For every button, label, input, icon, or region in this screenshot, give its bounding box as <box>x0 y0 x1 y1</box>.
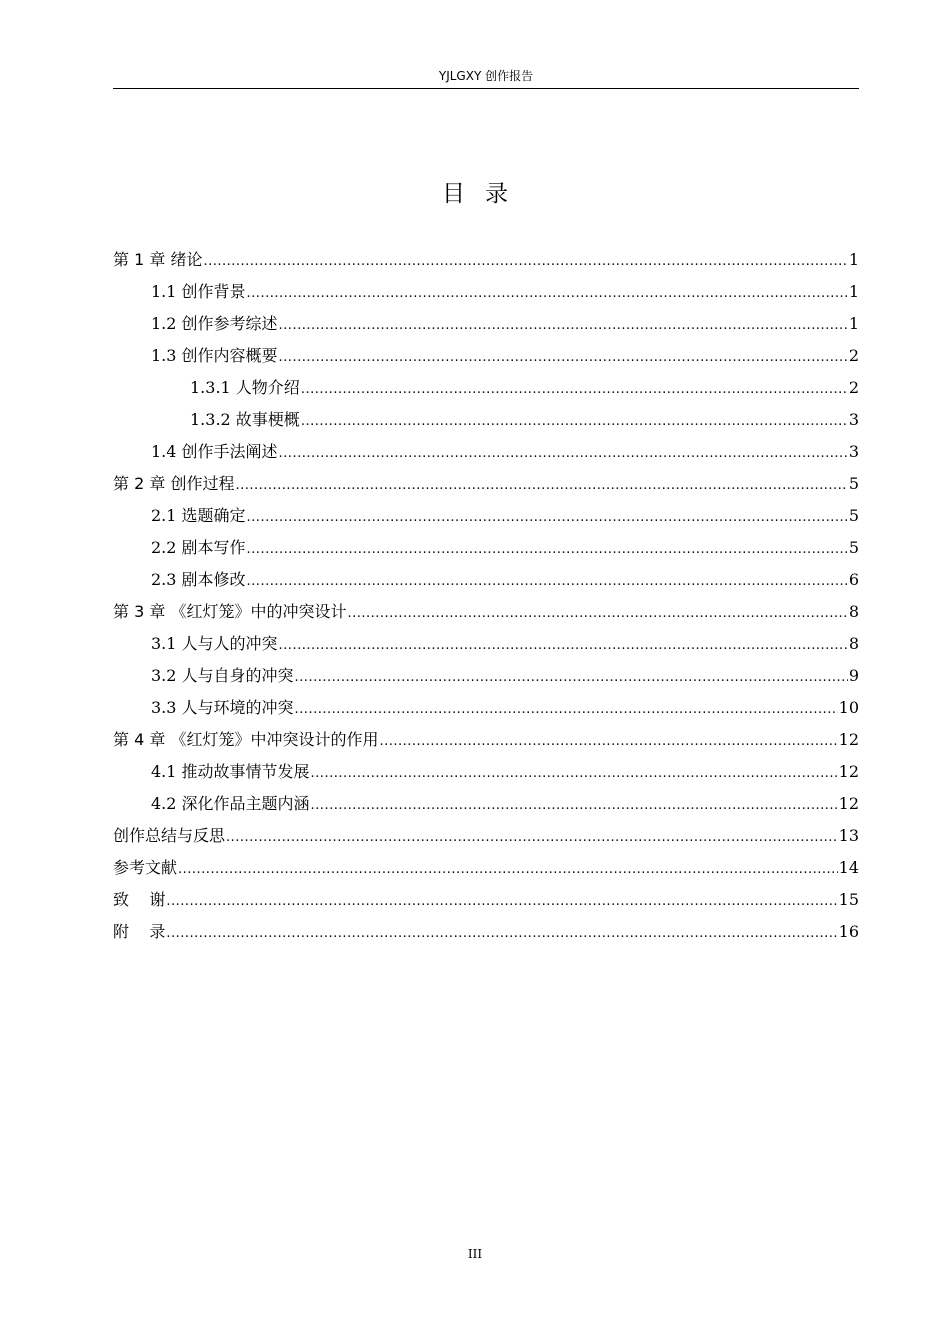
toc-entry-label: 2.1 选题确定 <box>151 506 246 525</box>
toc-leader <box>178 854 838 886</box>
toc-entry-page: 3 <box>848 410 859 429</box>
toc-entry-label: 第 1 章 绪论 <box>113 250 203 269</box>
toc-entry[interactable] <box>113 596 859 628</box>
toc-entry-label: 4.1 推动故事情节发展 <box>151 762 310 781</box>
toc-entry-label: 创作总结与反思 <box>113 826 226 845</box>
toc-leader <box>247 502 848 534</box>
toc-leader <box>301 374 848 406</box>
toc-entry[interactable] <box>113 276 859 308</box>
toc-entry[interactable] <box>113 692 859 724</box>
header-title: YJLGXY 创作报告 <box>438 69 534 83</box>
toc-entry-page: 2 <box>848 378 859 397</box>
toc-entry[interactable] <box>113 308 859 340</box>
toc-entry-label: 附 录 <box>113 922 166 941</box>
toc-entry[interactable] <box>113 788 859 820</box>
toc-entry-page: 8 <box>848 602 859 621</box>
toc-entry-label: 3.3 人与环境的冲突 <box>151 698 294 717</box>
toc-leader <box>279 438 848 470</box>
toc-entry-page: 16 <box>838 922 859 941</box>
toc-leader <box>347 598 847 630</box>
toc-entry[interactable] <box>113 916 859 948</box>
toc-entry-page: 8 <box>848 634 859 653</box>
page-footer <box>0 1247 950 1261</box>
toc-entry-page: 5 <box>848 474 859 493</box>
toc-entry[interactable] <box>113 436 859 468</box>
table-of-contents <box>113 244 859 948</box>
toc-entry-page: 1 <box>848 250 859 269</box>
toc-entry-page: 9 <box>848 666 859 685</box>
toc-entry[interactable] <box>113 532 859 564</box>
toc-entry-label: 4.2 深化作品主题内涵 <box>151 794 310 813</box>
toc-entry[interactable] <box>113 468 859 500</box>
toc-entry-page: 10 <box>838 698 859 717</box>
toc-leader <box>311 790 838 822</box>
toc-entry[interactable] <box>113 852 859 884</box>
toc-entry[interactable] <box>113 884 859 916</box>
toc-leader <box>311 758 838 790</box>
toc-leader <box>279 310 848 342</box>
toc-entry-label: 3.2 人与自身的冲突 <box>151 666 294 685</box>
toc-entry-page: 12 <box>838 730 859 749</box>
toc-leader <box>295 662 848 694</box>
toc-leader <box>301 406 848 438</box>
toc-entry-label: 1.1 创作背景 <box>151 282 246 301</box>
toc-entry-label: 1.3.1 人物介绍 <box>190 378 300 397</box>
toc-leader <box>279 342 848 374</box>
toc-entry[interactable] <box>113 660 859 692</box>
page-number: III <box>467 1247 483 1261</box>
toc-leader <box>166 918 837 950</box>
toc-entry-page: 12 <box>838 762 859 781</box>
toc-leader <box>235 470 847 502</box>
toc-entry-page: 1 <box>848 282 859 301</box>
toc-entry-page: 13 <box>838 826 859 845</box>
toc-entry[interactable] <box>113 820 859 852</box>
toc-leader <box>166 886 837 918</box>
toc-entry-label: 第 2 章 创作过程 <box>113 474 235 493</box>
toc-entry[interactable] <box>113 500 859 532</box>
toc-entry-label: 1.4 创作手法阐述 <box>151 442 278 461</box>
toc-entry-page: 1 <box>848 314 859 333</box>
toc-entry-label: 1.3.2 故事梗概 <box>190 410 300 429</box>
toc-entry[interactable] <box>113 340 859 372</box>
toc-leader <box>226 822 838 854</box>
toc-entry-label: 3.1 人与人的冲突 <box>151 634 278 653</box>
toc-entry-page: 14 <box>838 858 859 877</box>
toc-entry-page: 6 <box>848 570 859 589</box>
toc-leader <box>295 694 838 726</box>
toc-leader <box>247 566 848 598</box>
toc-entry[interactable] <box>113 564 859 596</box>
toc-entry-label: 2.3 剧本修改 <box>151 570 246 589</box>
toc-entry[interactable] <box>113 628 859 660</box>
toc-entry-label: 第 3 章 《红灯笼》中的冲突设计 <box>113 602 347 621</box>
toc-title: 目录 <box>442 181 528 207</box>
toc-entry-label: 参考文献 <box>113 858 178 877</box>
toc-leader <box>247 534 848 566</box>
toc-entry-page: 15 <box>838 890 859 909</box>
toc-entry-label: 致 谢 <box>113 890 166 909</box>
toc-leader <box>279 630 848 662</box>
toc-entry[interactable] <box>113 404 859 436</box>
toc-entry-page: 2 <box>848 346 859 365</box>
toc-entry-label: 2.2 剧本写作 <box>151 538 246 557</box>
toc-leader <box>247 278 848 310</box>
toc-entry[interactable] <box>113 244 859 276</box>
toc-leader <box>203 246 847 278</box>
toc-entry-page: 12 <box>838 794 859 813</box>
toc-entry[interactable] <box>113 724 859 756</box>
page-header <box>113 66 859 89</box>
toc-entry[interactable] <box>113 372 859 404</box>
toc-entry-page: 5 <box>848 538 859 557</box>
toc-leader <box>379 726 837 758</box>
toc-entry-label: 1.3 创作内容概要 <box>151 346 278 365</box>
toc-entry-label: 1.2 创作参考综述 <box>151 314 278 333</box>
toc-entry-label: 第 4 章 《红灯笼》中冲突设计的作用 <box>113 730 379 749</box>
toc-entry[interactable] <box>113 756 859 788</box>
toc-entry-page: 3 <box>848 442 859 461</box>
toc-entry-page: 5 <box>848 506 859 525</box>
